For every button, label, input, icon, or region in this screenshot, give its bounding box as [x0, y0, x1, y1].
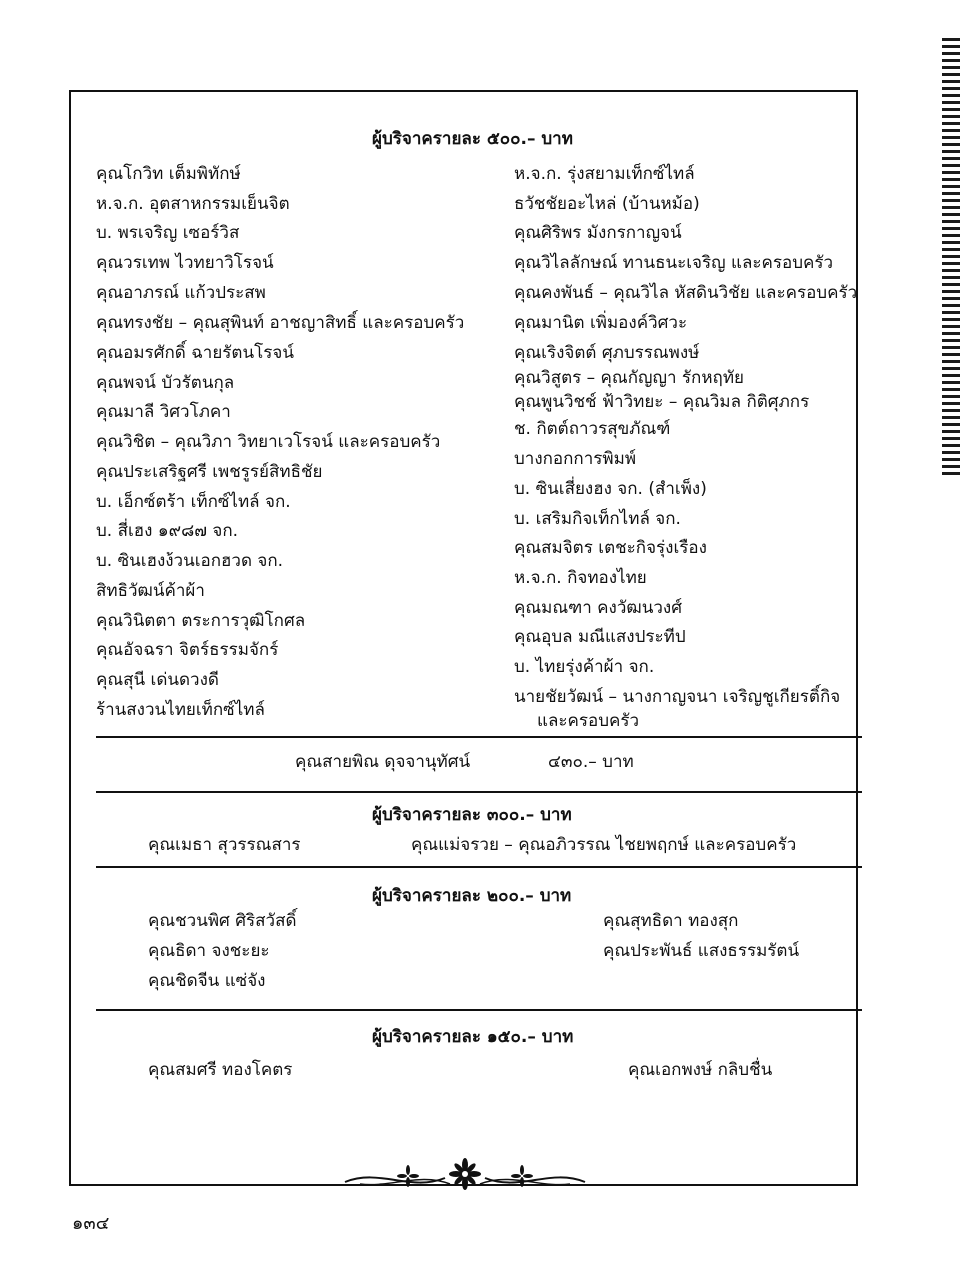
section-divider	[96, 1009, 862, 1011]
donor-name: คุณคงพันธ์ – คุณวิไล หัสดินวิชัย และครอบครัว	[514, 283, 858, 303]
donor-name: คุณวิสูตร – คุณกัญญา รักหฤทัย	[514, 368, 744, 388]
donor-name: คุณวิไลลักษณ์ ทานธนะเจริญ และครอบครัว	[514, 253, 834, 273]
donor-name: คุณวรเทพ ไวทยาวิโรจน์	[96, 253, 274, 273]
donor-name: คุณอมรศักดิ์ ฉายรัตนโรจน์	[96, 343, 294, 363]
section-500-heading: ผู้บริจาครายละ ๕๐๐.– บาท	[372, 129, 573, 149]
section-divider	[96, 791, 862, 793]
donor-name: คุณสุทธิดา ทองสุก	[603, 911, 739, 931]
donor-name: ช. กิตต์ถาวรสุขภัณฑ์	[514, 419, 671, 439]
donor-name: คุณธิดา จงชะยะ	[148, 941, 270, 961]
donor-name: คุณมณฑา คงวัฒนวงศ์	[514, 598, 683, 618]
donor-name: สิทธิวัฒน์ค้าผ้า	[96, 581, 205, 601]
floral-ornament-icon	[340, 1158, 590, 1194]
donor-name: คุณทรงชัย – คุณสุพินท์ อาชญาสิทธิ์ และครอบครัว	[96, 313, 465, 333]
donor-name: คุณอาภรณ์ แก้วประสพ	[96, 283, 266, 303]
donor-name: คุณเมธา สุวรรณสาร	[148, 835, 301, 855]
donor-name: คุณแม่จรวย – คุณอภิวรรณ ไชยพฤกษ์ และครอบครัว	[411, 835, 797, 855]
donor-name: คุณศิริพร มังกรกาญจน์	[514, 223, 682, 243]
donor-name: ห.จ.ก. อุตสาหกรรมเย็นจิต	[96, 194, 290, 214]
donor-name: นายชัยวัฒน์ – นางกาญจนา เจริญชูเกียรติ์กิจ	[514, 687, 841, 707]
donor-name: คุณพูนวิชช์ ฟ้าวิทยะ – คุณวิมล กิติศุภกร	[514, 392, 810, 412]
section-divider	[96, 736, 862, 738]
donor-name: บ. ซินเสี่ยงฮง จก. (สำเพ็ง)	[514, 479, 707, 499]
donor-name: คุณสายพิณ ดุจจานุทัศน์	[295, 752, 471, 772]
donor-name: ห.จ.ก. รุ่งสยามเท็กซ์ไทล์	[514, 164, 695, 184]
section-300-heading: ผู้บริจาครายละ ๓๐๐.– บาท	[372, 805, 572, 825]
donor-name: ห.จ.ก. กิจทองไทย	[514, 568, 647, 588]
scan-edge-strip	[942, 38, 960, 478]
donor-name: คุณเริงจิตต์ ศุภบรรณพงษ์	[514, 343, 700, 363]
donor-name: บ. เอ็กซ์ตร้า เท็กซ์ไทล์ จก.	[96, 492, 291, 512]
donor-name: บ. เสริมกิจเท็กไทล์ จก.	[514, 509, 681, 529]
donor-name: คุณเอกพงษ์ กลิบชื่น	[628, 1060, 773, 1080]
donor-name: คุณสมจิตร เตชะกิจรุ่งเรือง	[514, 538, 707, 558]
donor-name: คุณมาลี วิศวโภคา	[96, 402, 231, 422]
donor-name: บ. พรเจริญ เซอร์วิส	[96, 223, 240, 243]
donor-name: บางกอกการพิมพ์	[514, 449, 637, 469]
donor-name: คุณประเสริฐศรี เพชรูรย์สิทธิชัย	[96, 462, 323, 482]
donor-name: คุณอัจฉรา จิตร์ธรรมจักร์	[96, 640, 279, 660]
donor-name: คุณอุบล มณีแสงประทีป	[514, 627, 686, 647]
donor-name: บ. ซินเฮงง้วนเอกฮวด จก.	[96, 551, 284, 571]
section-150-heading: ผู้บริจาครายละ ๑๕๐.– บาท	[372, 1027, 574, 1047]
donor-name: คุณชวนพิศ ศิริสวัสดิ์	[148, 911, 297, 931]
donor-name: ธวัชชัยอะไหล่ (บ้านหม้อ)	[514, 194, 700, 214]
donor-name: ร้านสงวนไทยเท็กซ์ไทล์	[96, 700, 265, 720]
donor-name: คุณวินิตตา ตระการวุฒิโกศล	[96, 611, 306, 631]
donor-name: คุณมานิต เพิ่มองค์วิศวะ	[514, 313, 688, 333]
donor-name: คุณสุนี เด่นดวงดี	[96, 670, 219, 690]
donor-name-continuation: และครอบครัว	[537, 711, 640, 731]
donor-name: บ. ไทยรุ่งค้าผ้า จก.	[514, 657, 655, 677]
donor-name: คุณโกวิท เต็มพิทักษ์	[96, 164, 241, 184]
page-number: ๑๓๔	[72, 1213, 110, 1234]
donor-name: คุณวิชิต – คุณวิภา วิทยาเวโรจน์ และครอบครัว	[96, 432, 441, 452]
donor-name: คุณพจน์ บัวรัตนกุล	[96, 373, 235, 393]
section-200-heading: ผู้บริจาครายละ ๒๐๐.– บาท	[372, 886, 572, 906]
donor-name: คุณชิดจีน แซ่จัง	[148, 971, 266, 991]
donor-name: บ. สี่เฮง ๑๙๘๗ จก.	[96, 521, 239, 541]
donation-amount: ๔๓๐.– บาท	[548, 752, 634, 772]
section-divider	[96, 866, 862, 868]
donor-name: คุณประพันธ์ แสงธรรมรัตน์	[603, 941, 800, 961]
donor-name: คุณสมศรี ทองโคตร	[148, 1060, 293, 1080]
